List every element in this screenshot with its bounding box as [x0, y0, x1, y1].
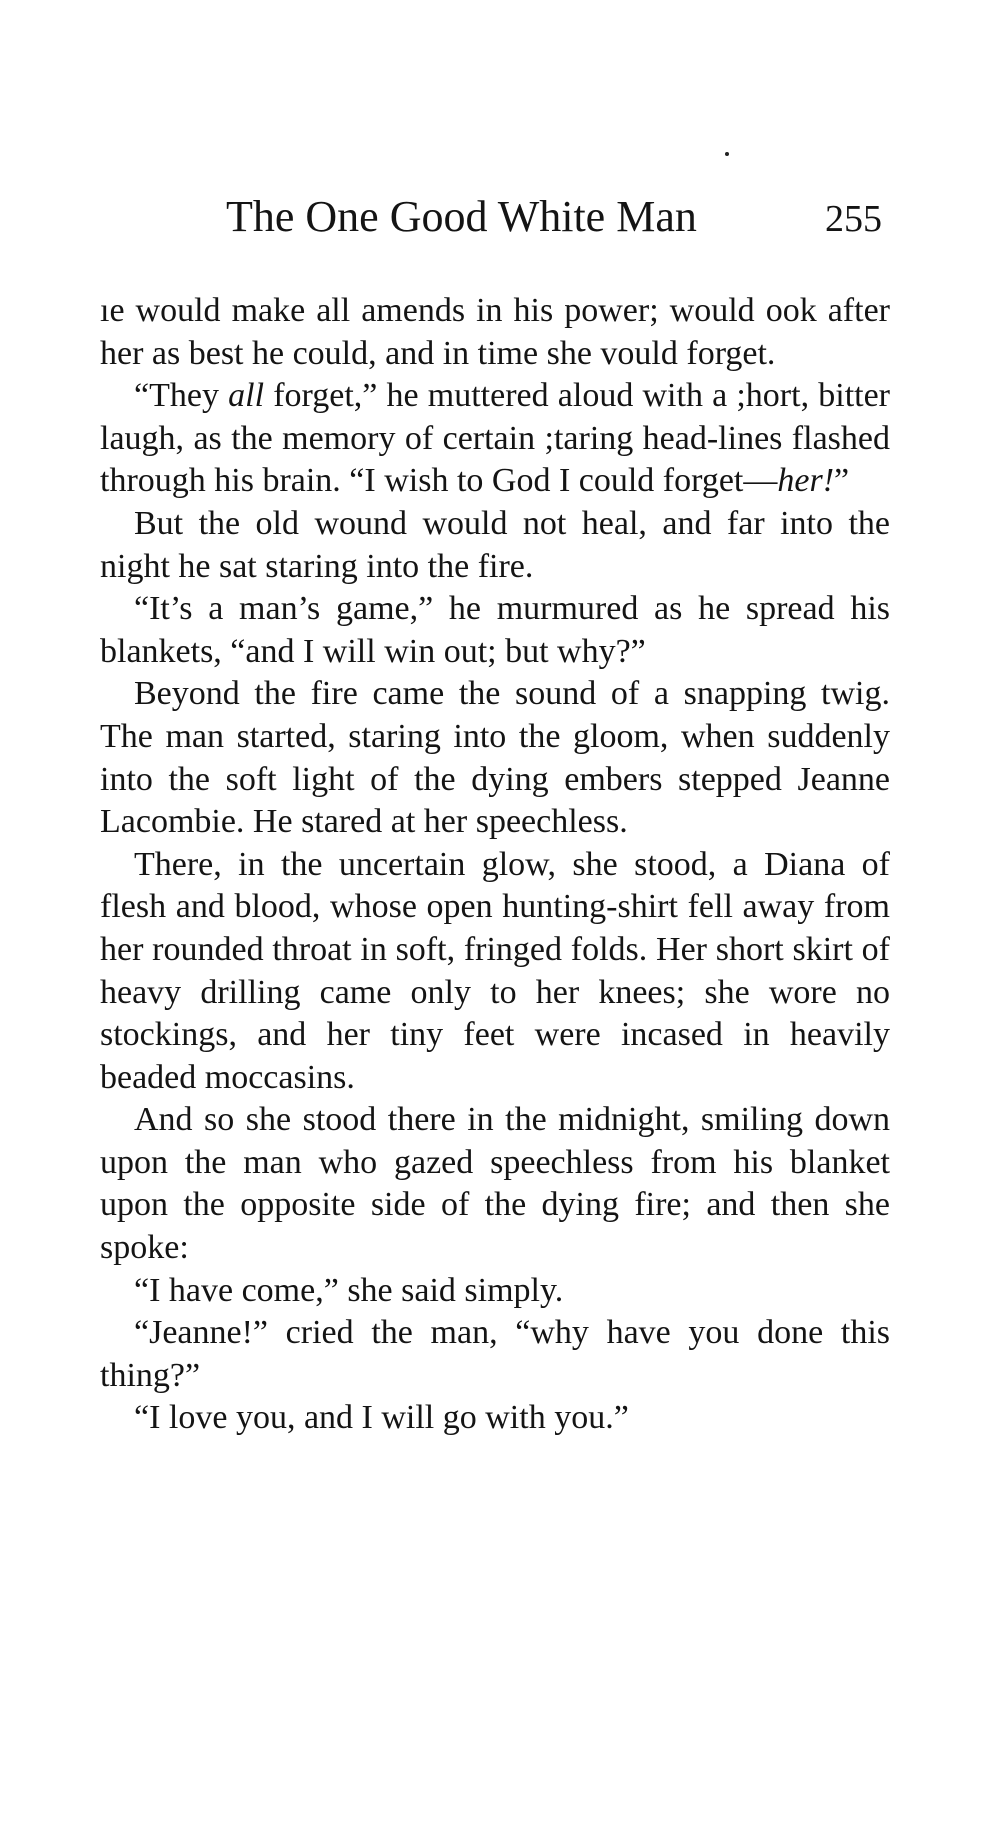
print-speck — [725, 152, 729, 156]
body-text — [100, 290, 890, 1440]
paragraph: There, in the uncertain glow, she stood, a Diana of flesh and blood, whose open hunting-shirt fell away from her rounded throat in soft, fringed folds. Her short skirt of heavy drilling came only to her knees; she wore no stockings, and her tiny feet were incased in heavily beaded moccasins. — [100, 845, 890, 1096]
paragraph: ıe would make all amends in his power; would ook after her as best he could, and in time she vould forget. — [100, 292, 890, 372]
text-run: “They — [134, 377, 229, 415]
paragraph: Beyond the fire came the sound of a snapping twig. The man started, staring into the gloom, when suddenly into the soft light of the dying embers stepped Jeanne Lacombie. He stared at her speechless. — [100, 675, 890, 841]
running-head — [226, 192, 882, 242]
paragraph: “I love you, and I will go with you.” — [134, 1399, 629, 1437]
running-title: The One Good White Man — [226, 192, 697, 241]
text-run: forget,” he muttered aloud with a ;hort, bitter laugh, as the memory of certain ;taring head-lines flashed through his brain. “I wish to God I could forget— — [100, 377, 890, 500]
italic-text: her! — [777, 462, 835, 500]
text-run: ” — [834, 462, 850, 500]
italic-text: all — [228, 377, 265, 415]
paragraph: But the old wound would not heal, and far into the night he sat staring into the fire. — [100, 504, 890, 585]
paragraph — [100, 375, 890, 503]
paragraph: “Jeanne!” cried the man, “why have you done this thing?” — [100, 1314, 890, 1394]
paragraph: “It’s a man’s game,” he murmured as he spread his blankets, “and I will win out; but why?” — [100, 590, 890, 670]
paragraph: “I have come,” she said simply. — [134, 1271, 564, 1309]
paragraph: And so she stood there in the midnight, smiling down upon the man who gazed speechless from his blanket upon the opposite side of the dying fire; and then she spoke: — [100, 1101, 890, 1267]
page-number: 255 — [825, 198, 882, 240]
